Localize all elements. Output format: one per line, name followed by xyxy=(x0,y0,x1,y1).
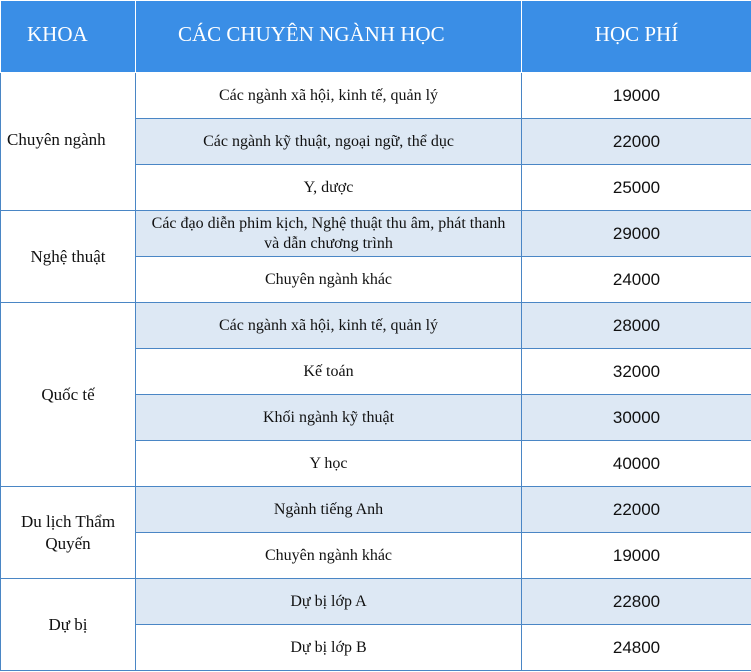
major-label: Các ngành xã hội, kinh tế, quản lý xyxy=(218,86,439,104)
fee-cell: 19000 xyxy=(522,533,751,579)
khoa-label: Du lịch Thẩm Quyến xyxy=(20,511,116,553)
major-cell xyxy=(136,533,522,579)
header-fee: HỌC PHÍ xyxy=(522,1,751,73)
khoa-cell xyxy=(1,487,136,579)
major-cell xyxy=(136,487,522,533)
header-khoa: KHOA xyxy=(1,1,136,73)
major-cell xyxy=(136,73,522,119)
major-label: Chuyên ngành khác xyxy=(264,270,393,288)
major-label: Y học xyxy=(309,454,348,472)
table-row xyxy=(1,487,751,533)
major-label: Kế toán xyxy=(303,362,354,380)
table-row xyxy=(1,303,751,349)
fee-cell: 25000 xyxy=(522,165,751,211)
major-label: Khối ngành kỹ thuật xyxy=(262,408,395,426)
fee-cell: 19000 xyxy=(522,73,751,119)
khoa-cell xyxy=(1,303,136,487)
khoa-cell xyxy=(1,579,136,671)
fee-cell: 32000 xyxy=(522,349,751,395)
major-label: Chuyên ngành khác xyxy=(264,546,393,564)
major-cell xyxy=(136,257,522,303)
major-cell xyxy=(136,211,522,257)
major-cell xyxy=(136,441,522,487)
major-label: Các ngành xã hội, kinh tế, quản lý xyxy=(218,316,439,334)
fee-cell: 22000 xyxy=(522,487,751,533)
major-cell xyxy=(136,579,522,625)
major-label: Các đạo diễn phim kịch, Nghệ thuật thu âm, phát thanh và dẫn chương trình xyxy=(151,214,506,252)
major-label: Dự bị lớp A xyxy=(290,592,367,610)
fee-cell: 40000 xyxy=(522,441,751,487)
header-row xyxy=(1,1,751,73)
khoa-label: Dự bị xyxy=(48,614,88,634)
fee-cell: 22000 xyxy=(522,119,751,165)
major-label: Ngành tiếng Anh xyxy=(273,500,384,518)
major-label: Các ngành kỹ thuật, ngoại ngữ, thể dục xyxy=(203,132,454,150)
major-cell xyxy=(136,625,522,671)
khoa-label: Quốc tế xyxy=(41,384,95,404)
khoa-cell xyxy=(1,73,136,211)
fee-cell: 24000 xyxy=(522,257,751,303)
fee-cell: 24800 xyxy=(522,625,751,671)
major-cell xyxy=(136,119,522,165)
major-cell xyxy=(136,303,522,349)
major-cell xyxy=(136,349,522,395)
khoa-cell xyxy=(1,211,136,303)
major-label: Y, dược xyxy=(303,178,354,196)
table-row xyxy=(1,211,751,257)
table-row xyxy=(1,73,751,119)
major-label: Dự bị lớp B xyxy=(290,638,367,656)
major-cell xyxy=(136,395,522,441)
table-row xyxy=(1,579,751,625)
fee-cell: 30000 xyxy=(522,395,751,441)
header-major: CÁC CHUYÊN NGÀNH HỌC xyxy=(136,1,522,73)
major-cell xyxy=(136,165,522,211)
fee-cell: 29000 xyxy=(522,211,751,257)
khoa-label: Chuyên ngành xyxy=(7,129,106,149)
khoa-label: Nghệ thuật xyxy=(30,246,106,266)
fee-cell: 28000 xyxy=(522,303,751,349)
fee-cell: 22800 xyxy=(522,579,751,625)
